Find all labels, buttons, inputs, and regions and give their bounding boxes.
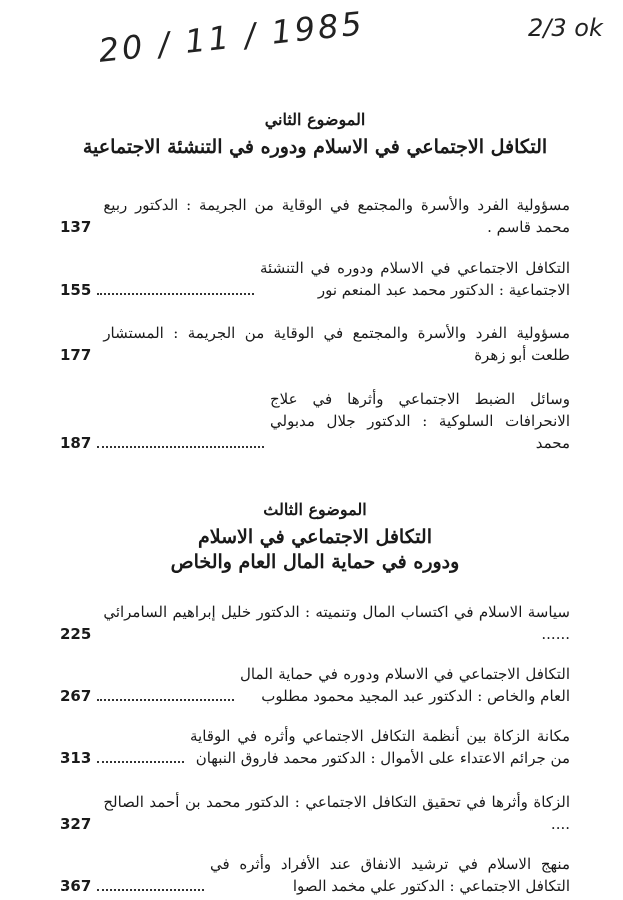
entry-page: 155 [60, 281, 92, 299]
leader-dots [97, 446, 264, 448]
entry-title: مسؤولية الفرد والأسرة والمجتمع في الوقاية من الجريمة : الدكتور ربيع محمد قاسم . [103, 196, 570, 236]
entry-page: 313 [60, 749, 92, 767]
section-heading: الموضوع الثاني [264, 110, 366, 129]
section-subtitle: التكافل الاجتماعي في الاسلام [198, 526, 432, 548]
leader-dots [97, 293, 254, 295]
toc-entry[interactable] [60, 257, 570, 301]
leader-dots [97, 889, 204, 891]
entry-page: 187 [60, 434, 92, 452]
handwritten-mark: 2/3 ok [528, 14, 603, 42]
toc-entry[interactable] [60, 388, 570, 454]
entry-title: الزكاة وأثرها في تحقيق التكافل الاجتماعي : الدكتور محمد بن أحمد الصالح .... [103, 793, 570, 833]
entry-page: 267 [60, 687, 92, 705]
toc-entry[interactable] [60, 322, 570, 366]
section-subtitle: التكافل الاجتماعي في الاسلام ودوره في التنشئة الاجتماعية [82, 136, 548, 158]
toc-entry[interactable] [60, 194, 570, 238]
entry-page: 367 [60, 877, 92, 895]
toc-entry[interactable] [60, 791, 570, 835]
section-heading: الموضوع الثالث [263, 500, 367, 519]
handwritten-annotations [0, 4, 623, 84]
entry-title: منهج الاسلام في ترشيد الانفاق عند الأفراد وأثره في التكافل الاجتماعي : الدكتور علي مخمد الصوا [210, 855, 570, 895]
entry-page: 137 [60, 218, 92, 236]
leader-dots [97, 761, 184, 763]
entry-title: سياسة الاسلام في اكتساب المال وتنميته : الدكتور خليل إبراهيم السامرائي ...... [103, 603, 570, 643]
section-subtitle: ودوره في حماية المال العام والخاص [170, 551, 460, 573]
toc-entry[interactable] [60, 601, 570, 645]
toc-section [60, 500, 570, 897]
entry-page: 177 [60, 346, 92, 364]
handwritten-date: 20 / 11 / 1985 [96, 4, 367, 70]
entry-title: مسؤولية الفرد والأسرة والمجتمع في الوقاية من الجريمة : المستشار طلعت أبو زهرة [103, 324, 570, 364]
entry-title: مكانة الزكاة بين أنظمة التكافل الاجتماعي وأثره في الوقاية من جرائم الاعتداء على الأموال : الدكتور محمد فاروق النبهان [190, 727, 570, 767]
toc-entry[interactable] [60, 663, 570, 707]
entry-title: وسائل الضبط الاجتماعي وأثرها في علاج الانحرافات السلوكية : الدكتور جلال مدبولي محمد [270, 390, 570, 452]
entry-title: التكافل الاجتماعي في الاسلام ودوره في حماية المال العام والخاص : الدكتور عبد المجيد محمود مطلوب [240, 665, 570, 705]
toc-entry[interactable] [60, 725, 570, 769]
entry-title: التكافل الاجتماعي في الاسلام ودوره في التنشئة الاجتماعية : الدكتور محمد عبد المنعم نور [260, 259, 570, 299]
leader-dots [97, 699, 234, 701]
entry-page: 327 [60, 815, 92, 833]
toc-section [60, 110, 570, 454]
toc-entry[interactable] [60, 853, 570, 897]
entry-page: 225 [60, 625, 92, 643]
table-of-contents [60, 100, 570, 897]
